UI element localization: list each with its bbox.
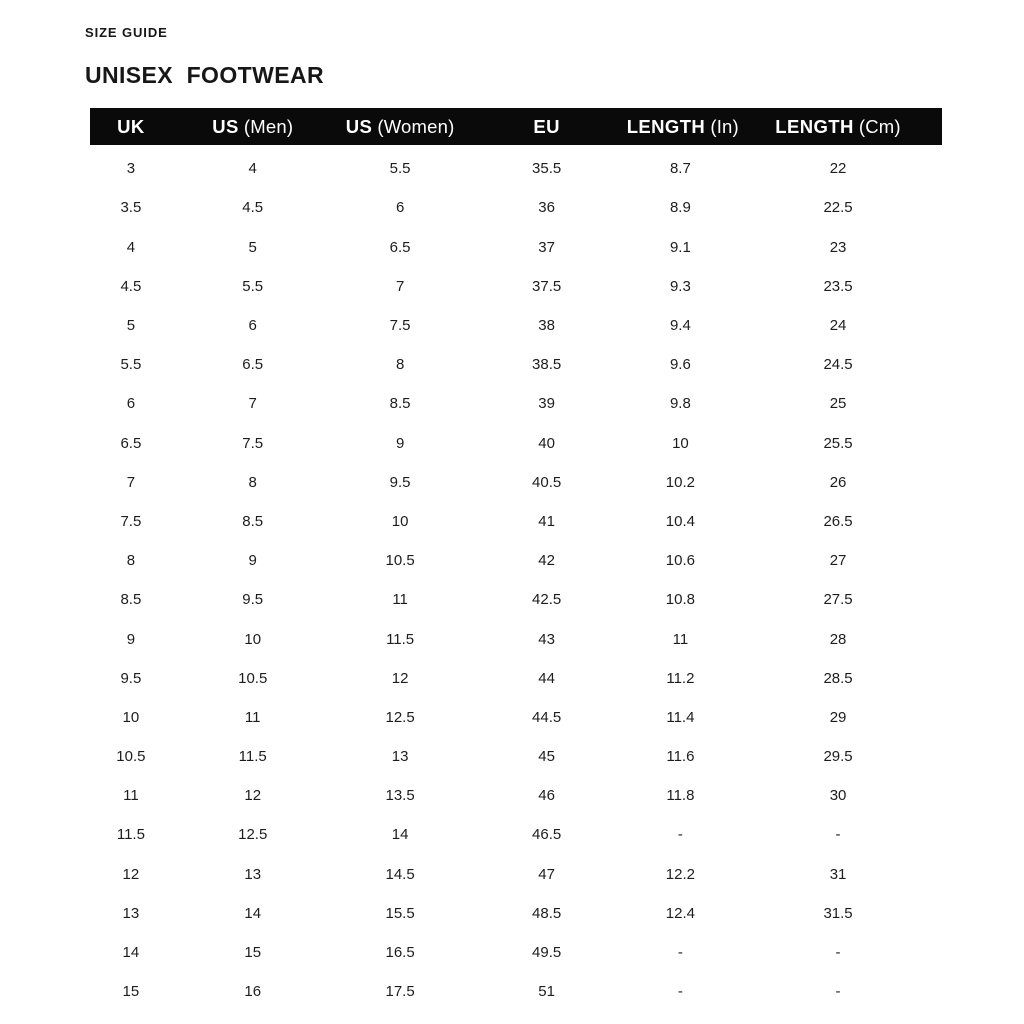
column-header-length-in [626,108,739,145]
size-cell-us-men: 11.5 [238,748,267,766]
size-cell-us-women: 14 [391,826,409,844]
size-cell-length-cm: 22 [829,160,847,178]
column-header-bold-text: LENGTH [775,115,854,137]
size-row [90,698,942,737]
column-header-bold-text: EU [533,115,560,137]
size-cell-length-in: 11 [672,630,689,648]
size-cell-eu: 46 [538,787,555,805]
size-cell-us-men: 16 [244,983,262,1001]
size-cell-length-in: 11.2 [666,669,695,687]
size-cell-us-men: 8.5 [242,512,264,530]
size-cell-eu: 37.5 [532,277,562,295]
size-cell-us-men: 13 [244,865,262,883]
size-row [90,345,942,384]
size-cell-us-men: 7.5 [242,434,264,452]
size-cell-us-women: 10.5 [385,552,415,570]
size-cell-length-in: 9.1 [669,238,691,256]
column-header-us-men [172,108,334,145]
size-cell-length-in: - [677,944,683,962]
column-header-us-women [334,108,467,145]
size-cell-eu: 42.5 [532,591,562,609]
size-cell-uk: 6 [126,395,136,413]
column-header-bold-text: US [212,115,239,137]
size-cell-eu: 51 [538,983,555,1001]
size-cell-length-cm: 26 [829,473,847,491]
size-cell-us-men: 9 [248,552,257,570]
size-cell-length-cm: 23.5 [823,277,853,295]
size-cell-length-cm: 29.5 [823,748,853,766]
size-cell-uk: 12 [122,865,140,883]
size-cell-uk: 7.5 [120,512,142,530]
size-cell-length-cm: 31.5 [823,904,853,922]
size-cell-us-women: 13 [391,748,409,766]
size-cell-us-men: 10.5 [238,669,268,687]
size-row [90,933,942,972]
size-cell-us-women: 8 [395,356,405,374]
size-cell-us-men: 12.5 [238,826,268,844]
size-cell-us-men: 4 [248,160,257,178]
size-cell-uk: 13 [122,904,140,922]
size-cell-length-in: 11.8 [666,787,695,805]
size-cell-uk: 6.5 [120,434,142,452]
size-row [90,541,942,580]
size-cell-length-cm: 29 [829,708,847,726]
size-cell-eu: 43 [538,630,555,648]
size-cell-eu: 44 [538,669,555,687]
size-cell-length-in: 10.6 [665,552,695,570]
size-cell-us-men: 12 [244,787,262,805]
size-cell-us-men: 5.5 [242,277,264,295]
size-row [90,659,942,698]
size-cell-length-cm: 22.5 [823,199,853,217]
size-cell-uk: 10 [122,708,140,726]
size-cell-uk: 10.5 [116,748,146,766]
size-cell-length-cm: 28.5 [823,669,853,687]
size-row [90,306,942,345]
size-cell-length-in: 9.6 [669,356,691,374]
size-cell-length-in: 8.9 [669,199,691,217]
size-cell-uk: 8.5 [120,591,142,609]
size-cell-length-in: 11.6 [666,748,695,766]
size-conversion-table [90,108,942,1011]
size-cell-length-cm: - [835,983,841,1001]
column-header-eu [467,108,627,145]
size-cell-us-men: 11 [244,708,261,726]
size-cell-length-in: 10 [672,434,689,452]
size-row [90,815,942,854]
size-row [90,502,942,541]
size-cell-us-men: 10 [244,630,262,648]
size-cell-us-women: 9 [395,434,405,452]
size-cell-us-men: 14 [244,904,262,922]
size-row [90,894,942,933]
size-cell-length-cm: 25 [829,395,847,413]
size-cell-us-women: 12.5 [385,708,415,726]
size-row [90,972,942,1011]
size-cell-eu: 37 [538,238,555,256]
size-cell-eu: 40 [538,434,555,452]
size-row [90,463,942,502]
size-cell-us-women: 9.5 [389,473,411,491]
column-header-bold-text: LENGTH [626,115,706,137]
column-header-bold-text: UK [117,115,145,137]
size-cell-length-cm: - [835,944,841,962]
size-row [90,228,942,267]
size-cell-length-cm: 24.5 [823,356,853,374]
size-cell-us-women: 5.5 [389,160,411,178]
size-cell-length-in: - [677,826,683,844]
size-cell-eu: 45 [538,748,555,766]
size-cell-eu: 38.5 [532,356,562,374]
size-cell-eu: 42 [538,552,555,570]
size-cell-length-cm: 27.5 [823,591,853,609]
size-cell-uk: 4 [126,238,136,256]
size-cell-length-cm: 31 [829,865,847,883]
size-cell-us-men: 15 [244,944,262,962]
size-cell-uk: 7 [126,473,136,491]
size-row [90,737,942,776]
size-cell-length-in: 12.4 [665,904,695,922]
size-row [90,855,942,894]
size-cell-length-in: 12.2 [665,865,695,883]
size-cell-us-women: 7.5 [389,317,411,335]
size-cell-length-cm: 26.5 [823,512,853,530]
size-cell-length-cm: 30 [829,787,847,805]
size-cell-eu: 41 [538,512,555,530]
size-cell-us-men: 4.5 [242,199,264,217]
size-cell-us-women: 13.5 [385,787,415,805]
size-cell-us-men: 9.5 [242,591,264,609]
size-cell-uk: 14 [122,944,140,962]
size-cell-length-in: - [677,983,683,1001]
size-cell-length-in: 10.2 [665,473,695,491]
size-row [90,424,942,463]
size-cell-eu: 47 [538,865,555,883]
size-cell-uk: 11.5 [116,826,145,844]
size-cell-us-men: 6 [248,317,257,335]
size-cell-uk: 3 [126,160,136,178]
column-header-light-text: (Cm) [858,115,901,137]
size-cell-length-cm: 27 [829,552,847,570]
size-cell-us-men: 5 [248,238,257,256]
size-cell-eu: 44.5 [532,708,562,726]
size-cell-us-women: 11.5 [386,630,415,648]
size-cell-us-women: 17.5 [385,983,415,1001]
size-cell-eu: 35.5 [532,160,562,178]
column-header-light-text: (Women) [377,115,455,137]
size-cell-eu: 40.5 [532,473,562,491]
size-cell-uk: 9.5 [120,669,142,687]
size-cell-uk: 4.5 [120,277,142,295]
size-cell-uk: 15 [122,983,140,1001]
size-cell-length-cm: 25.5 [823,434,853,452]
size-cell-length-in: 11.4 [666,708,695,726]
size-cell-uk: 11 [123,787,139,805]
column-header-length-cm [734,108,942,145]
size-cell-us-women: 16.5 [385,944,415,962]
size-cell-us-women: 6.5 [389,238,411,256]
size-cell-us-women: 11 [392,591,408,609]
size-cell-length-cm: - [835,826,841,844]
size-table-header [90,108,942,145]
size-cell-eu: 49.5 [532,944,562,962]
size-cell-uk: 5.5 [120,356,142,374]
size-cell-us-women: 14.5 [385,865,415,883]
size-cell-us-men: 8 [248,473,257,491]
size-cell-length-in: 9.8 [669,395,691,413]
size-cell-length-cm: 24 [829,317,847,335]
size-cell-eu: 38 [538,317,555,335]
size-cell-us-women: 7 [395,277,405,295]
size-cell-length-in: 10.4 [665,512,695,530]
size-cell-eu: 48.5 [532,904,562,922]
size-cell-length-in: 10.8 [665,591,695,609]
size-row [90,267,942,306]
size-cell-length-in: 9.4 [669,317,691,335]
size-row [90,145,942,188]
page-title: UNISEX FOOTWEAR [85,61,324,88]
column-header-bold-text: US [345,115,373,137]
size-cell-length-in: 8.7 [669,160,691,178]
size-cell-uk: 8 [126,552,136,570]
size-cell-us-women: 12 [391,669,409,687]
size-row [90,580,942,619]
size-row [90,188,942,227]
size-cell-us-women: 6 [395,199,405,217]
size-cell-eu: 46.5 [532,826,562,844]
size-cell-us-men: 6.5 [242,356,264,374]
size-cell-us-women: 8.5 [389,395,411,413]
size-cell-us-men: 7 [248,395,257,413]
size-table-body [90,145,942,1011]
size-table-header-row [90,108,942,145]
size-cell-uk: 5 [126,317,136,335]
column-header-light-text: (In) [710,115,739,137]
size-cell-us-women: 10 [391,512,409,530]
size-cell-uk: 3.5 [120,199,142,217]
size-cell-length-cm: 28 [829,630,847,648]
size-cell-eu: 39 [538,395,555,413]
size-cell-length-in: 9.3 [669,277,691,295]
size-cell-us-women: 15.5 [385,904,415,922]
size-row [90,619,942,658]
column-header-light-text: (Men) [243,115,294,137]
size-row [90,384,942,423]
size-guide-label: SIZE GUIDE [85,25,168,40]
size-cell-length-cm: 23 [829,238,847,256]
size-row [90,776,942,815]
size-cell-uk: 9 [126,630,136,648]
size-cell-eu: 36 [538,199,555,217]
column-header-uk [90,108,172,145]
